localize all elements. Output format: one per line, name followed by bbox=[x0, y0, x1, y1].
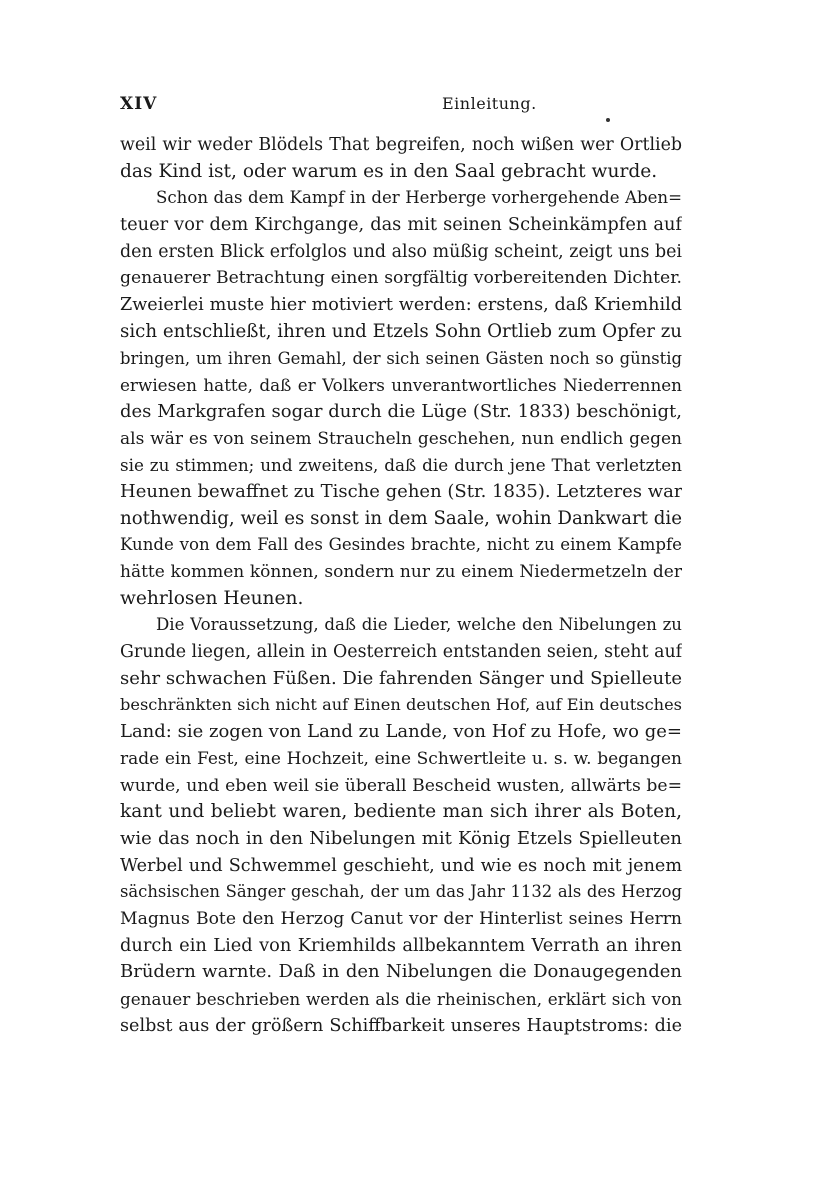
text-line: weil wir weder Blödels That begreifen, noch wißen wer Ortlieb bbox=[120, 135, 682, 155]
text-line: bringen, um ihren Gemahl, der sich seinen Gästen noch so günstig bbox=[120, 348, 682, 368]
text-line: selbst aus der größern Schiffbarkeit unseres Hauptstroms: die bbox=[120, 1015, 682, 1036]
running-head: Einleitung. bbox=[442, 94, 537, 113]
text-line: Heunen bewaffnet zu Tische gehen (Str. 1835). Letzteres war bbox=[120, 480, 682, 502]
text-line: beschränkten sich nicht auf Einen deutschen Hof, auf Ein deutsches bbox=[120, 695, 682, 715]
text-line: Brüdern warnte. Daß in den Nibelungen die Donaugegenden bbox=[120, 961, 682, 983]
text-line: als wär es von seinem Straucheln geschehen, nun endlich gegen bbox=[120, 428, 682, 449]
text-line: sehr schwachen Füßen. Die fahrenden Sänger und Spielleute bbox=[120, 667, 682, 689]
body-text bbox=[120, 132, 682, 1039]
text-line: erwiesen hatte, daß er Volkers unverantwortliches Niederrennen bbox=[120, 375, 682, 396]
text-line: sächsischen Sänger geschah, der um das Jahr 1132 als des Herzog bbox=[120, 882, 682, 902]
text-line: Land: sie zogen von Land zu Lande, von Hof zu Hofe, wo ge= bbox=[120, 721, 682, 743]
text-line: wurde, und eben weil sie überall Bescheid wusten, allwärts be= bbox=[120, 775, 682, 796]
text-line: Schon das dem Kampf in der Herberge vorhergehende Aben= bbox=[156, 188, 682, 208]
page-header bbox=[120, 94, 680, 118]
text-line: kant und beliebt waren, bediente man sich ihrer als Boten, bbox=[120, 801, 682, 823]
text-line: Kunde von dem Fall des Gesindes brachte, nicht zu einem Kampfe bbox=[120, 535, 682, 555]
text-line: Werbel und Schwemmel geschieht, und wie es noch mit jenem bbox=[120, 855, 682, 876]
text-line: rade ein Fest, eine Hochzeit, eine Schwertleite u. s. w. begangen bbox=[120, 748, 682, 769]
text-line: wehrlosen Heunen. bbox=[120, 587, 304, 609]
text-line: hätte kommen können, sondern nur zu einem Niedermetzeln der bbox=[120, 562, 682, 582]
text-line: sich entschließt, ihren und Etzels Sohn Ortlieb zum Opfer zu bbox=[120, 320, 682, 342]
text-line: genauerer Betrachtung einen sorgfältig vorbereitenden Dichter. bbox=[120, 268, 682, 289]
text-line: durch ein Lied von Kriemhilds allbekanntem Verrath an ihren bbox=[120, 934, 682, 956]
text-line: das Kind ist, oder warum es in den Saal gebracht wurde. bbox=[120, 160, 658, 182]
text-line: Die Voraussetzung, daß die Lieder, welche den Nibelungen zu bbox=[156, 615, 682, 635]
text-line: Grunde liegen, allein in Oesterreich entstanden seien, steht auf bbox=[120, 642, 682, 663]
text-line: wie das noch in den Nibelungen mit König Etzels Spielleuten bbox=[120, 827, 682, 849]
page-number: XIV bbox=[120, 94, 158, 114]
text-line: des Markgrafen sogar durch die Lüge (Str. 1833) beschönigt, bbox=[120, 400, 682, 422]
text-line: nothwendig, weil es sonst in dem Saale, wohin Dankwart die bbox=[120, 507, 682, 529]
text-line: Zweierlei muste hier motiviert werden: erstens, daß Kriemhild bbox=[120, 295, 682, 316]
text-line: Magnus Bote den Herzog Canut vor der Hinterlist seines Herrn bbox=[120, 908, 682, 929]
text-line: genauer beschrieben werden als die rheinischen, erklärt sich von bbox=[120, 989, 682, 1009]
text-line: teuer vor dem Kirchgange, das mit seinen Scheinkämpfen auf bbox=[120, 214, 682, 236]
text-line: den ersten Blick erfolglos und also müßig scheint, zeigt uns bei bbox=[120, 241, 682, 262]
text-line: sie zu stimmen; und zweitens, daß die durch jene That verletzten bbox=[120, 455, 682, 476]
print-speck bbox=[606, 118, 610, 122]
